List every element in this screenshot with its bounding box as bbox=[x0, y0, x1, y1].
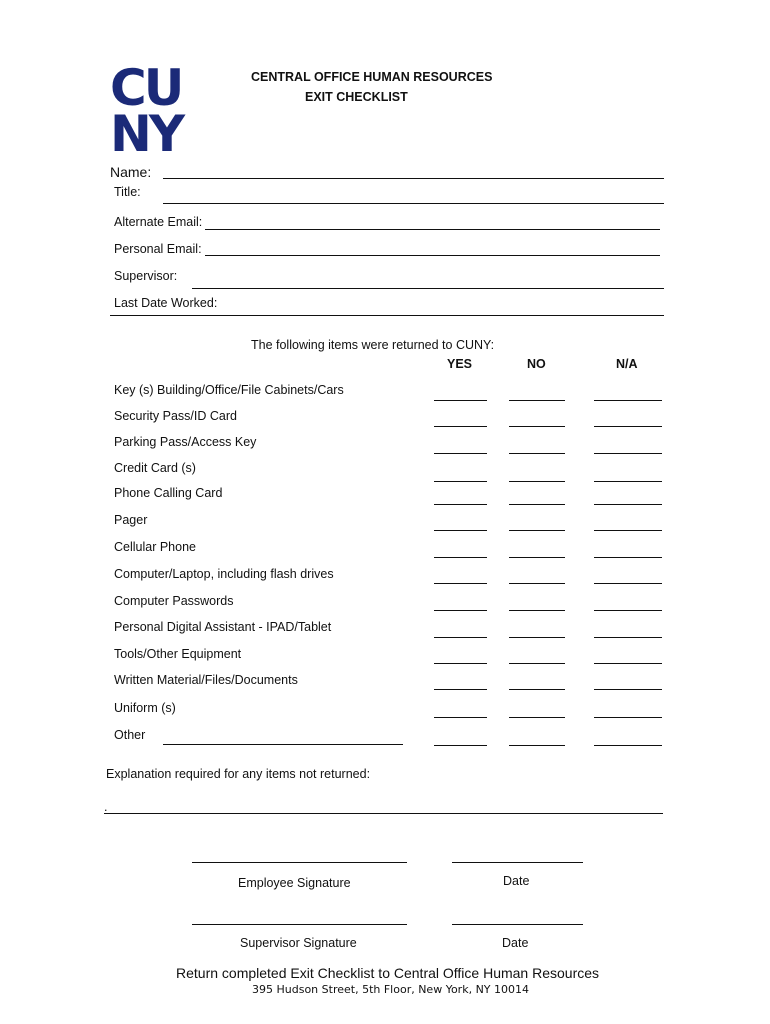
returned-item-no-field[interactable] bbox=[509, 745, 565, 746]
supervisor-date-field[interactable] bbox=[452, 924, 583, 925]
logo-line-2: NY bbox=[110, 105, 183, 163]
returned-item-na-field[interactable] bbox=[594, 610, 662, 611]
returned-item-na-field[interactable] bbox=[594, 557, 662, 558]
last-date-worked-field[interactable] bbox=[110, 315, 664, 316]
returned-item-yes-field[interactable] bbox=[434, 557, 487, 558]
returned-intro: The following items were returned to CUNY: bbox=[251, 338, 495, 352]
last-date-worked-label: Last Date Worked: bbox=[114, 296, 218, 310]
employee-signature-label: Employee Signature bbox=[238, 876, 351, 890]
returned-item-no-field[interactable] bbox=[509, 530, 565, 531]
returned-item-yes-field[interactable] bbox=[434, 400, 487, 401]
returned-item-yes-field[interactable] bbox=[434, 583, 487, 584]
returned-item-no-field[interactable] bbox=[509, 637, 565, 638]
supervisor-signature-label: Supervisor Signature bbox=[240, 936, 357, 950]
logo-line-1: CU bbox=[110, 59, 182, 117]
explanation-label: Explanation required for any items not returned: bbox=[106, 767, 371, 781]
header-line-1: CENTRAL OFFICE HUMAN RESOURCES bbox=[251, 70, 493, 84]
returned-item-no-field[interactable] bbox=[509, 663, 565, 664]
employee-signature-field[interactable] bbox=[192, 862, 407, 863]
returned-item-no-field[interactable] bbox=[509, 610, 565, 611]
personal-email-field[interactable] bbox=[205, 255, 660, 256]
returned-item-label: Pager bbox=[114, 513, 148, 527]
personal-email-label: Personal Email: bbox=[114, 242, 202, 256]
column-no: NO bbox=[527, 357, 546, 371]
supervisor-label: Supervisor: bbox=[114, 269, 178, 283]
returned-item-na-field[interactable] bbox=[594, 400, 662, 401]
returned-item-no-field[interactable] bbox=[509, 400, 565, 401]
returned-item-label: Credit Card (s) bbox=[114, 461, 196, 475]
returned-item-yes-field[interactable] bbox=[434, 663, 487, 664]
returned-item-yes-field[interactable] bbox=[434, 745, 487, 746]
returned-item-no-field[interactable] bbox=[509, 504, 565, 505]
alternate-email-label: Alternate Email: bbox=[114, 215, 203, 229]
returned-item-no-field[interactable] bbox=[509, 583, 565, 584]
returned-item-yes-field[interactable] bbox=[434, 504, 487, 505]
returned-item-na-field[interactable] bbox=[594, 745, 662, 746]
returned-item-yes-field[interactable] bbox=[434, 481, 487, 482]
employee-date-label: Date bbox=[503, 874, 530, 888]
returned-item-label: Computer Passwords bbox=[114, 594, 234, 608]
returned-item-na-field[interactable] bbox=[594, 637, 662, 638]
returned-item-no-field[interactable] bbox=[509, 717, 565, 718]
returned-item-na-field[interactable] bbox=[594, 717, 662, 718]
column-yes: YES bbox=[447, 357, 473, 371]
returned-item-no-field[interactable] bbox=[509, 481, 565, 482]
returned-item-label: Key (s) Building/Office/File Cabinets/Cars bbox=[114, 383, 344, 397]
returned-item-yes-field[interactable] bbox=[434, 717, 487, 718]
returned-item-label: Other bbox=[114, 728, 146, 742]
supervisor-signature-field[interactable] bbox=[192, 924, 407, 925]
returned-item-na-field[interactable] bbox=[594, 530, 662, 531]
footer-instruction: Return completed Exit Checklist to Central Office Human Resources bbox=[176, 965, 600, 981]
returned-item-na-field[interactable] bbox=[594, 663, 662, 664]
returned-item-yes-field[interactable] bbox=[434, 530, 487, 531]
returned-item-label: Computer/Laptop, including flash drives bbox=[114, 567, 334, 581]
returned-item-label: Tools/Other Equipment bbox=[114, 647, 242, 661]
returned-item-yes-field[interactable] bbox=[434, 453, 487, 454]
name-field[interactable] bbox=[163, 178, 664, 179]
cuny-logo bbox=[110, 59, 204, 163]
returned-item-label: Written Material/Files/Documents bbox=[114, 673, 298, 687]
title-field[interactable] bbox=[163, 203, 664, 204]
alternate-email-field[interactable] bbox=[205, 229, 660, 230]
returned-item-label: Cellular Phone bbox=[114, 540, 196, 554]
returned-item-label: Phone Calling Card bbox=[114, 486, 223, 500]
footer-address: 395 Hudson Street, 5th Floor, New York, NY 10014 bbox=[252, 983, 530, 996]
returned-item-no-field[interactable] bbox=[509, 557, 565, 558]
returned-item-label: Personal Digital Assistant - IPAD/Tablet bbox=[114, 620, 332, 634]
column-na: N/A bbox=[616, 357, 638, 371]
returned-item-label: Security Pass/ID Card bbox=[114, 409, 237, 423]
returned-item-yes-field[interactable] bbox=[434, 610, 487, 611]
returned-item-na-field[interactable] bbox=[594, 504, 662, 505]
returned-item-na-field[interactable] bbox=[594, 583, 662, 584]
other-description-field[interactable] bbox=[163, 744, 403, 745]
name-label: Name: bbox=[110, 164, 152, 180]
returned-item-yes-field[interactable] bbox=[434, 689, 487, 690]
returned-item-na-field[interactable] bbox=[594, 453, 662, 454]
explanation-dot: . bbox=[104, 800, 108, 814]
title-label: Title: bbox=[114, 185, 141, 199]
header-line-2: EXIT CHECKLIST bbox=[305, 90, 408, 104]
employee-date-field[interactable] bbox=[452, 862, 583, 863]
supervisor-field[interactable] bbox=[192, 288, 664, 289]
returned-item-no-field[interactable] bbox=[509, 453, 565, 454]
returned-item-na-field[interactable] bbox=[594, 426, 662, 427]
returned-item-label: Parking Pass/Access Key bbox=[114, 435, 257, 449]
returned-item-label: Uniform (s) bbox=[114, 701, 176, 715]
returned-item-yes-field[interactable] bbox=[434, 637, 487, 638]
returned-item-na-field[interactable] bbox=[594, 689, 662, 690]
returned-item-yes-field[interactable] bbox=[434, 426, 487, 427]
returned-item-no-field[interactable] bbox=[509, 689, 565, 690]
supervisor-date-label: Date bbox=[502, 936, 529, 950]
explanation-field[interactable] bbox=[104, 813, 663, 814]
returned-item-no-field[interactable] bbox=[509, 426, 565, 427]
returned-item-na-field[interactable] bbox=[594, 481, 662, 482]
